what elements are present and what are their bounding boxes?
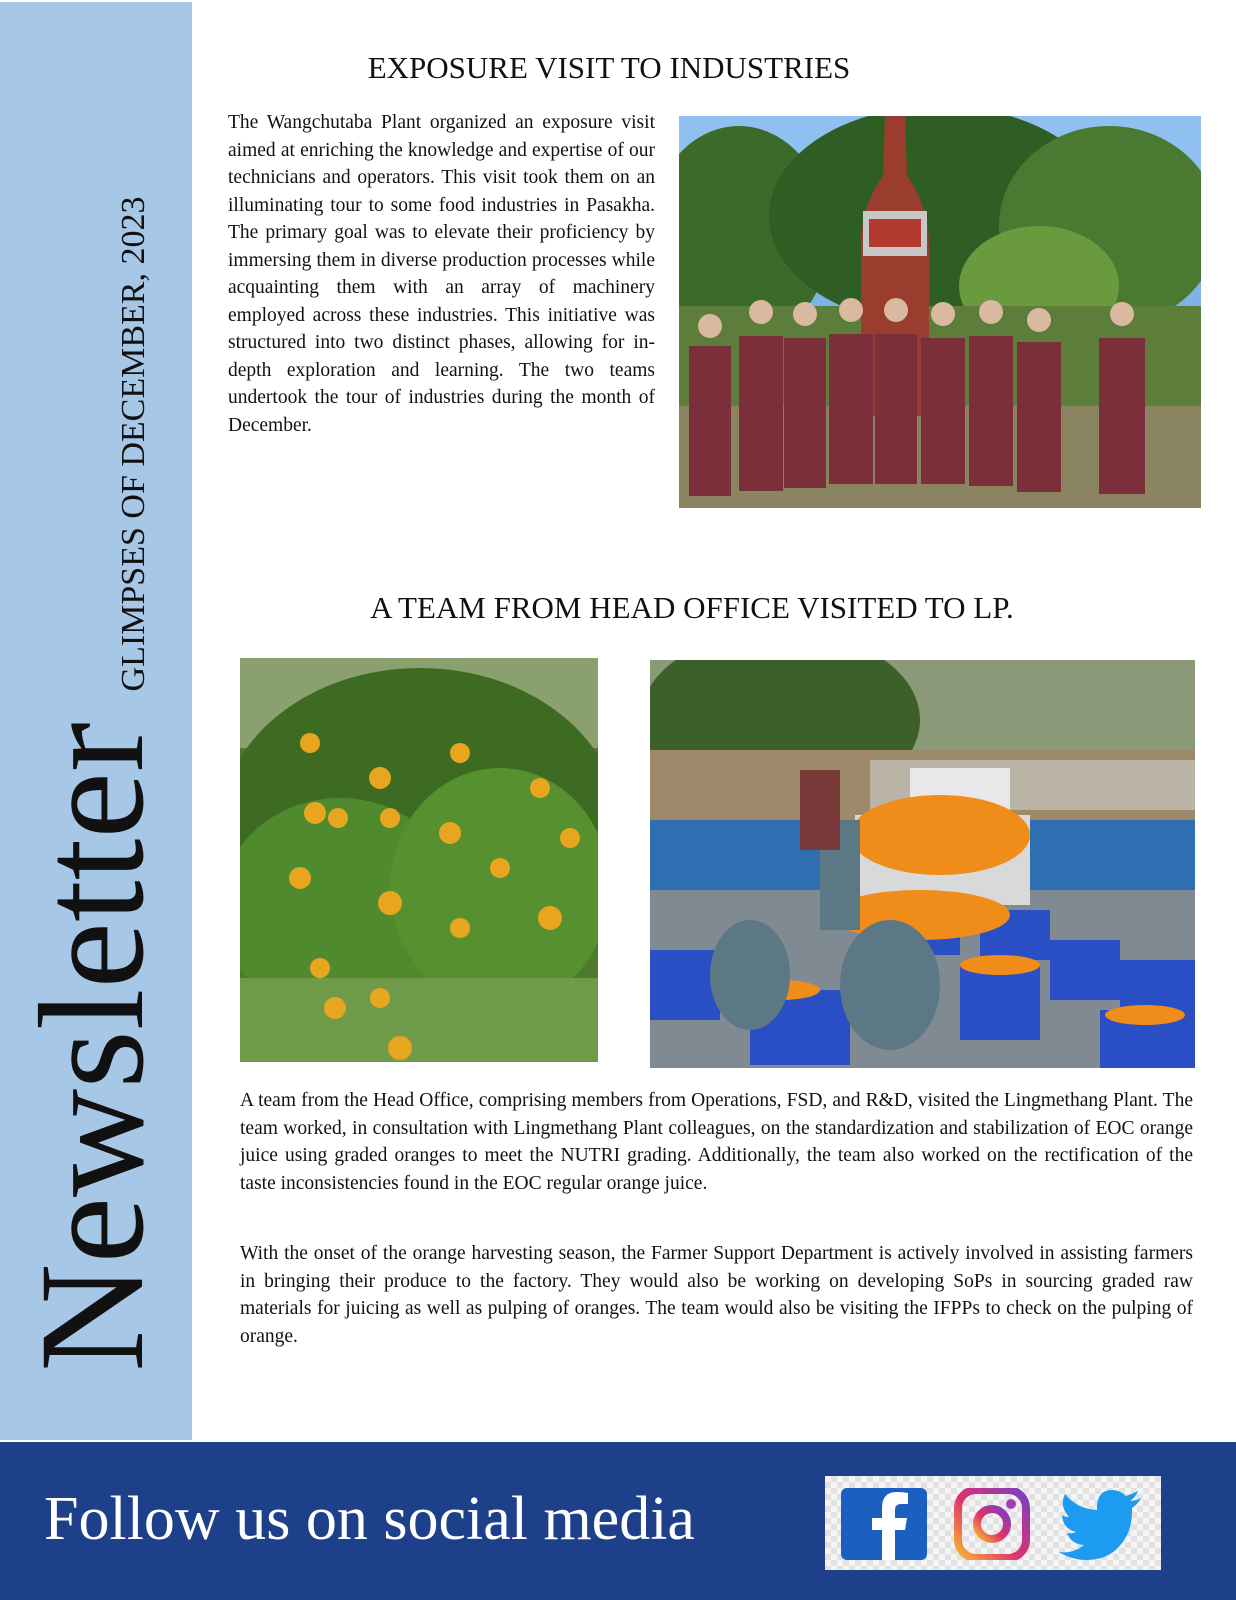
newsletter-subtitle: GLIMPSES OF DECEMBER, 2023	[115, 196, 152, 692]
head-office-paragraph-1: A team from the Head Office, comprising members from Operations, FSD, and R&D, visited the Lingmethang Plant. The team worked, in consultation with Lingmethang Plant colleagues, on the standardization and stabilization of EOC orange juice using graded oranges to meet the NUTRI grading. Additionally, the team also worked on the rectification of the taste inconsistencies found in the EOC regular orange juice.	[240, 1090, 1193, 1194]
orange-unloading-photo	[650, 660, 1195, 1068]
section-heading-exposure-visit: EXPOSURE VISIT TO INDUSTRIES	[367, 50, 851, 85]
orange-tree-photo	[240, 658, 598, 1062]
social-media-icons	[825, 1476, 1161, 1570]
footer-banner	[0, 1442, 1236, 1600]
newsletter-title: Newsletter	[9, 722, 175, 1372]
instagram-icon[interactable]	[949, 1488, 1035, 1560]
follow-us-text: Follow us on social media	[44, 1485, 695, 1553]
exposure-visit-paragraph: The Wangchutaba Plant organized an exposure visit aimed at enriching the knowledge and expertise of our technicians and operators. This visit took them on an illuminating tour to some food industries in Pasakha. The primary goal was to elevate their proficiency by immersing them in diverse production processes while acquainting them with an array of machinery employed across these industries. This initiative was structured into two distinct phases, allowing for in-depth exploration and learning. The two teams undertook the tour of industries during the month of December.	[228, 112, 655, 436]
section-heading-head-office-visit: A TEAM FROM HEAD OFFICE VISITED TO LP.	[370, 590, 1014, 625]
facebook-icon[interactable]	[841, 1488, 927, 1560]
head-office-paragraph-2: With the onset of the orange harvesting season, the Farmer Support Department is actively involved in assisting farmers in bringing their produce to the factory. They would also be working on developing SoPs in sourcing graded raw materials for juicing as well as pulping of oranges. The team would also be visiting the IFPPs to check on the pulping of orange.	[240, 1243, 1193, 1347]
twitter-icon[interactable]	[1057, 1488, 1143, 1560]
sidebar	[0, 2, 192, 1440]
group-photo	[679, 116, 1201, 508]
